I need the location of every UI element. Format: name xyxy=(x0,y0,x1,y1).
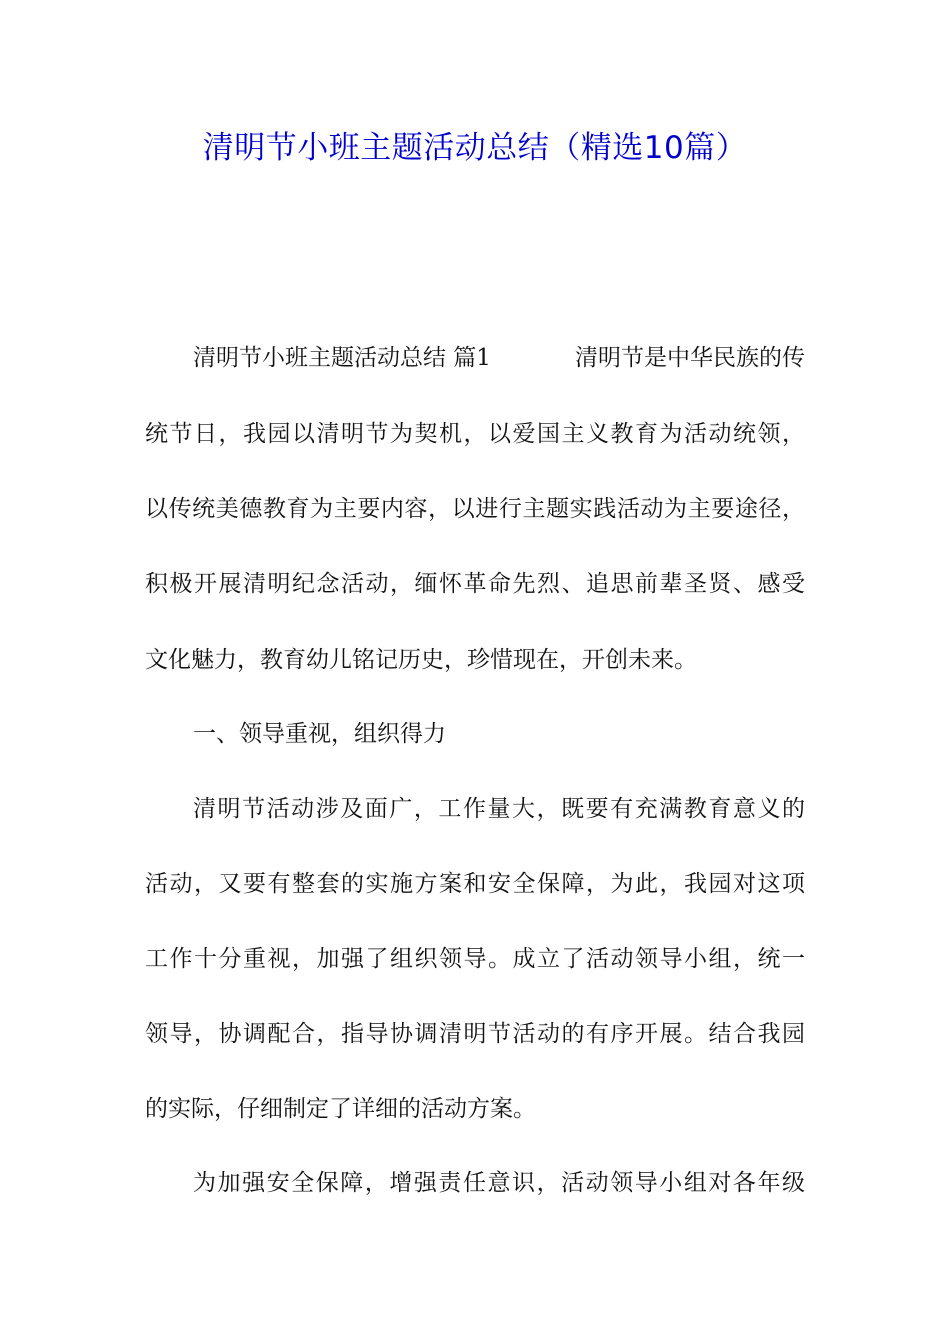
paragraph-line-4: 积极开展清明纪念活动，缅怀革命先烈、追思前辈圣贤、感受 xyxy=(145,571,805,597)
paragraph-line-8: 活动，又要有整套的实施方案和安全保障，为此，我园对这项 xyxy=(145,871,805,897)
paragraph-line-10: 领导，协调配合，指导协调清明节活动的有序开展。结合我园 xyxy=(145,1021,805,1047)
paragraph-line-5: 文化魅力，教育幼儿铭记历史，珍惜现在，开创未来。 xyxy=(145,647,697,673)
paragraph-text: 清明节是中华民族的传 xyxy=(575,345,805,371)
paragraph-line-2: 统节日，我园以清明节为契机，以爱国主义教育为活动统领， xyxy=(145,421,805,447)
paragraph-line-11: 的实际，仔细制定了详细的活动方案。 xyxy=(145,1096,536,1122)
section-heading: 清明节小班主题活动总结 篇1 xyxy=(193,345,491,371)
paragraph-line-12: 为加强安全保障，增强责任意识，活动领导小组对各年级 xyxy=(193,1170,805,1196)
document-title: 清明节小班主题活动总结（精选10篇） xyxy=(202,130,748,166)
paragraph-line-9: 工作十分重视，加强了组织领导。成立了活动领导小组，统一 xyxy=(145,946,805,972)
subheading: 一、领导重视，组织得力 xyxy=(193,721,446,747)
paragraph-line-3: 以传统美德教育为主要内容，以进行主题实践活动为主要途径， xyxy=(145,496,805,522)
paragraph-line-7: 清明节活动涉及面广，工作量大，既要有充满教育意义的 xyxy=(193,796,805,822)
paragraph-line-1 xyxy=(193,343,805,373)
